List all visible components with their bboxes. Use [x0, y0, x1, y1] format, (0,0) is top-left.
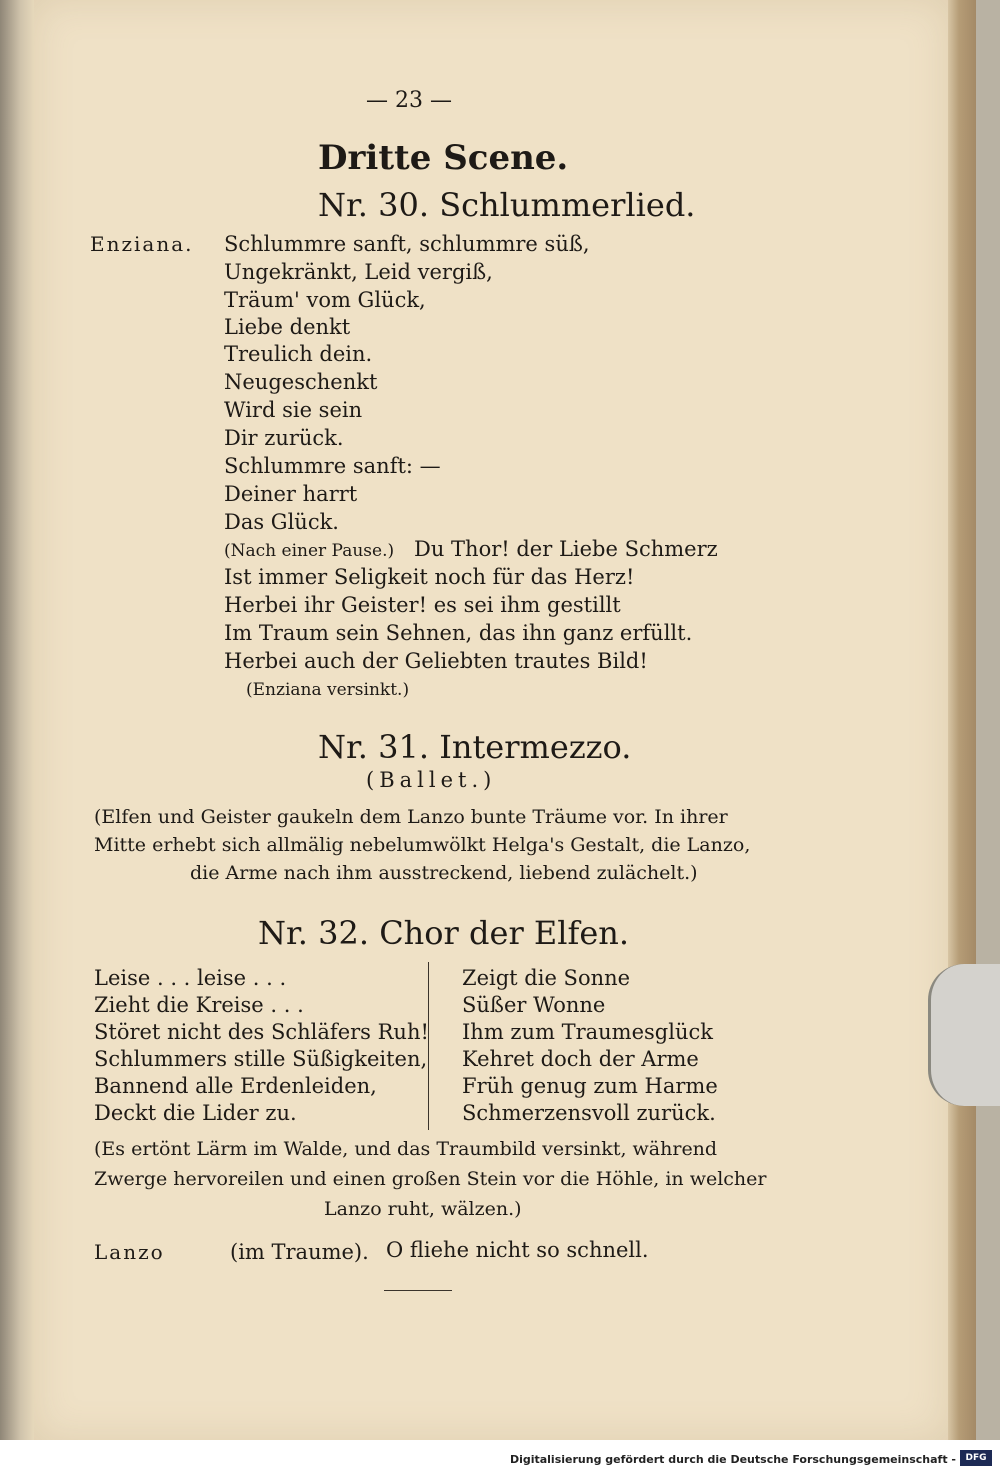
verse-line: Ungekränkt, Leid vergiß, — [224, 260, 493, 284]
verse-line: Im Traum sein Sehnen, das ihn ganz erfüllt. — [224, 621, 693, 645]
previous-page-edge — [0, 0, 34, 1440]
chorus-line-left: Leise . . . leise . . . — [94, 966, 287, 990]
chorus-line-right: Süßer Wonne — [462, 993, 606, 1017]
chorus-line-right: Zeigt die Sonne — [462, 966, 631, 990]
page-number: — 23 — — [366, 88, 452, 113]
scanner-clamp — [928, 964, 1000, 1106]
speaker-lanzo: Lanzo — [94, 1240, 165, 1264]
verse-line: Dir zurück. — [224, 426, 344, 450]
dfg-logo: DFG — [960, 1450, 992, 1466]
verse-line: Herbei auch der Geliebten trautes Bild! — [224, 649, 648, 673]
stage-direction-pause: (Nach einer Pause.) — [224, 541, 395, 561]
chorus-line-right: Schmerzensvoll zurück. — [462, 1101, 716, 1125]
stage-direction-exit: (Enziana versinkt.) — [246, 680, 410, 700]
chorus-line-right: Ihm zum Traumesglück — [462, 1020, 713, 1044]
stage-direction: Zwerge hervoreilen und einen großen Stein vor die Höhle, in welcher — [94, 1168, 767, 1190]
verse-line: Träum' vom Glück, — [224, 288, 426, 312]
nr32-title: Nr. 32. Chor der Elfen. — [258, 914, 630, 952]
chorus-line-left: Störet nicht des Schläfers Ruh! — [94, 1020, 429, 1044]
chorus-line-left: Zieht die Kreise . . . — [94, 993, 304, 1017]
stage-direction: Lanzo ruht, wälzen.) — [324, 1198, 522, 1220]
stage-direction-dream: (im Traume). — [230, 1240, 369, 1264]
stage-direction: die Arme nach ihm ausstreckend, liebend zulächelt.) — [190, 862, 698, 884]
page-stack-edge — [948, 0, 976, 1440]
verse-line: Das Glück. — [224, 510, 339, 534]
verse-line: Wird sie sein — [224, 398, 363, 422]
stage-direction: (Elfen und Geister gaukeln dem Lanzo bunte Träume vor. In ihrer — [94, 806, 728, 828]
chorus-line-right: Früh genug zum Harme — [462, 1074, 718, 1098]
verse-line: Deiner harrt — [224, 482, 358, 506]
verse-line: Schlummre sanft: — — [224, 454, 441, 478]
chorus-line-left: Schlummers stille Süßigkeiten, — [94, 1047, 428, 1071]
verse-line: Ist immer Seligkeit noch für das Herz! — [224, 565, 635, 589]
footer-credit: Digitalisierung gefördert durch die Deutsche Forschungsgemeinschaft - — [509, 1453, 956, 1466]
stage-direction: Mitte erhebt sich allmälig nebelumwölkt Helga's Gestalt, die Lanzo, — [94, 834, 751, 856]
verse-line: O fliehe nicht so schnell. — [386, 1238, 649, 1262]
verse-line: Du Thor! der Liebe Schmerz — [414, 537, 718, 561]
speaker-enziana: Enziana. — [90, 232, 194, 256]
chorus-line-left: Bannend alle Erdenleiden, — [94, 1074, 377, 1098]
chorus-line-left: Deckt die Lider zu. — [94, 1101, 297, 1125]
column-divider — [428, 962, 429, 1130]
nr31-subtitle: (Ballet.) — [366, 768, 497, 792]
chorus-line-right: Kehret doch der Arme — [462, 1047, 699, 1071]
end-rule — [384, 1290, 452, 1291]
nr30-title: Nr. 30. Schlummerlied. — [318, 186, 696, 224]
verse-line: Treulich dein. — [224, 342, 373, 366]
nr31-title: Nr. 31. Intermezzo. — [318, 728, 632, 766]
verse-line: Neugeschenkt — [224, 370, 378, 394]
verse-line: Liebe denkt — [224, 315, 351, 339]
scene-title: Dritte Scene. — [318, 138, 569, 178]
verse-line: Herbei ihr Geister! es sei ihm gestillt — [224, 593, 621, 617]
stage-direction: (Es ertönt Lärm im Walde, und das Traumbild versinkt, während — [94, 1138, 718, 1160]
verse-line: Schlummre sanft, schlummre süß, — [224, 232, 590, 256]
